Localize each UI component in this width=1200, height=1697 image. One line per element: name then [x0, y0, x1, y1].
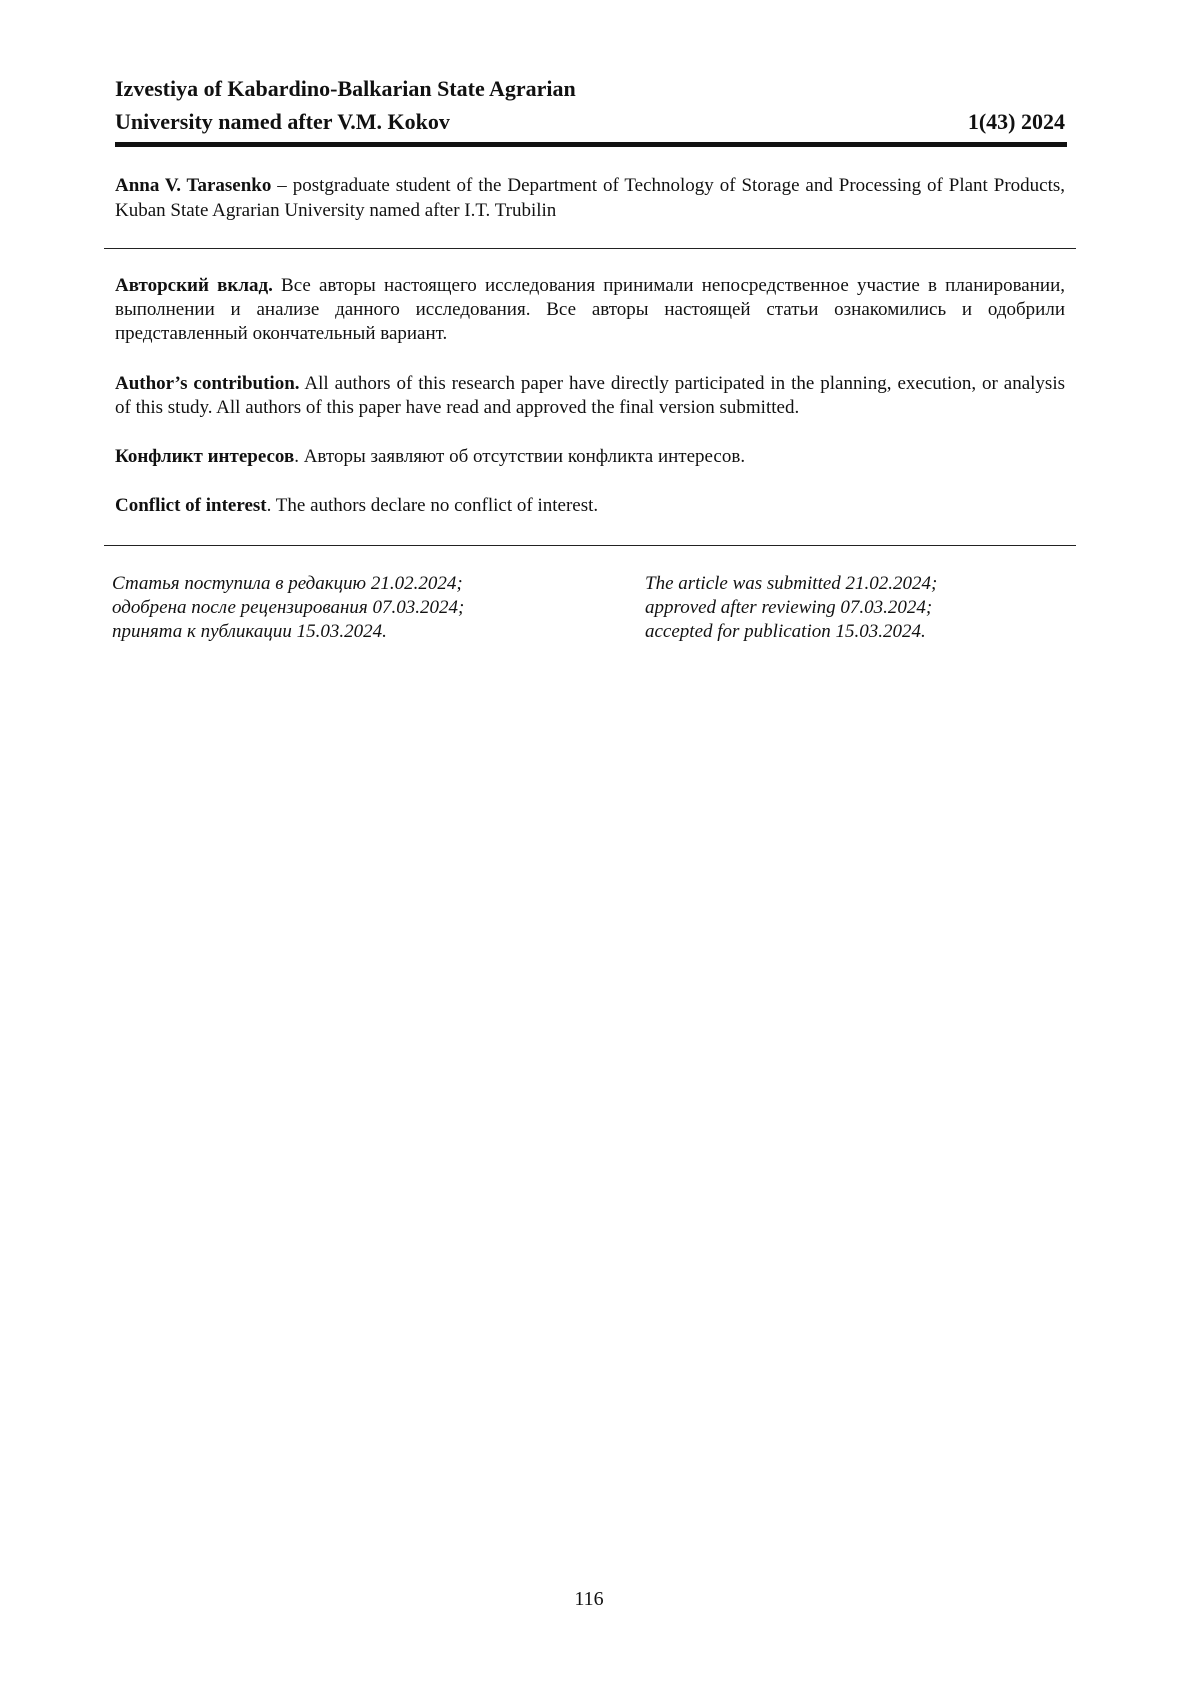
header-row [115, 105, 1065, 138]
author-bio [115, 173, 1065, 223]
author-bio-text: – postgraduate student of the Department of Technology of Storage and Processing of Plant Products, Kuban State Agrarian University named after I.T. Trubilin [115, 175, 1066, 221]
issue-number: 1(43) 2024 [967, 109, 1065, 134]
journal-title-line-1: Izvestiya of Kabardino-Balkarian State Agrarian [115, 76, 576, 101]
section-divider-bottom [104, 545, 1076, 546]
page-number: 116 [574, 1588, 604, 1610]
conflict-en-text: . The authors declare no conflict of interest. [266, 495, 599, 516]
date-approved-ru: одобрена после рецензирования 07.03.2024; [112, 597, 465, 618]
conflict-ru-label: Конфликт интересов [115, 446, 295, 467]
conflict-ru-text: . Авторы заявляют об отсутствии конфликта интересов. [294, 446, 746, 467]
header-divider [115, 142, 1067, 147]
running-header [115, 72, 1065, 138]
contribution-en-text: All authors of this research paper have directly participated in the planning, execution, or analysis of this study. All authors of this paper have read and approved the final version submitted. [115, 373, 1065, 418]
contribution-en [115, 372, 1065, 420]
date-accepted-ru: принята к публикации 15.03.2024. [112, 621, 387, 642]
author-name: Anna V. Tarasenko [115, 175, 272, 196]
journal-title-line-2: University named after V.M. Kokov [115, 109, 450, 134]
publication-dates-en [645, 572, 1085, 644]
publication-dates-ru [112, 572, 592, 644]
conflict-en-label: Conflict of interest [115, 495, 267, 516]
contribution-ru-label: Авторский вклад. [115, 275, 273, 296]
date-submitted-en: The article was submitted 21.02.2024; [645, 573, 938, 594]
date-submitted-ru: Статья поступила в редакцию 21.02.2024; [112, 573, 463, 594]
conflict-ru [115, 445, 1065, 469]
date-accepted-en: accepted for publication 15.03.2024. [645, 621, 926, 642]
contribution-ru-text: Все авторы настоящего исследования принимали непосредственное участие в планировании, выполнении и анализе данного исследования. Все авторы настоящей статьи ознакомились и одобрили представленный окончательный вариант. [115, 275, 1065, 344]
conflict-en [115, 494, 1065, 518]
contribution-ru [115, 274, 1065, 346]
contribution-en-label: Author’s contribution. [115, 373, 300, 394]
section-divider-top [104, 248, 1076, 249]
date-approved-en: approved after reviewing 07.03.2024; [645, 597, 933, 618]
